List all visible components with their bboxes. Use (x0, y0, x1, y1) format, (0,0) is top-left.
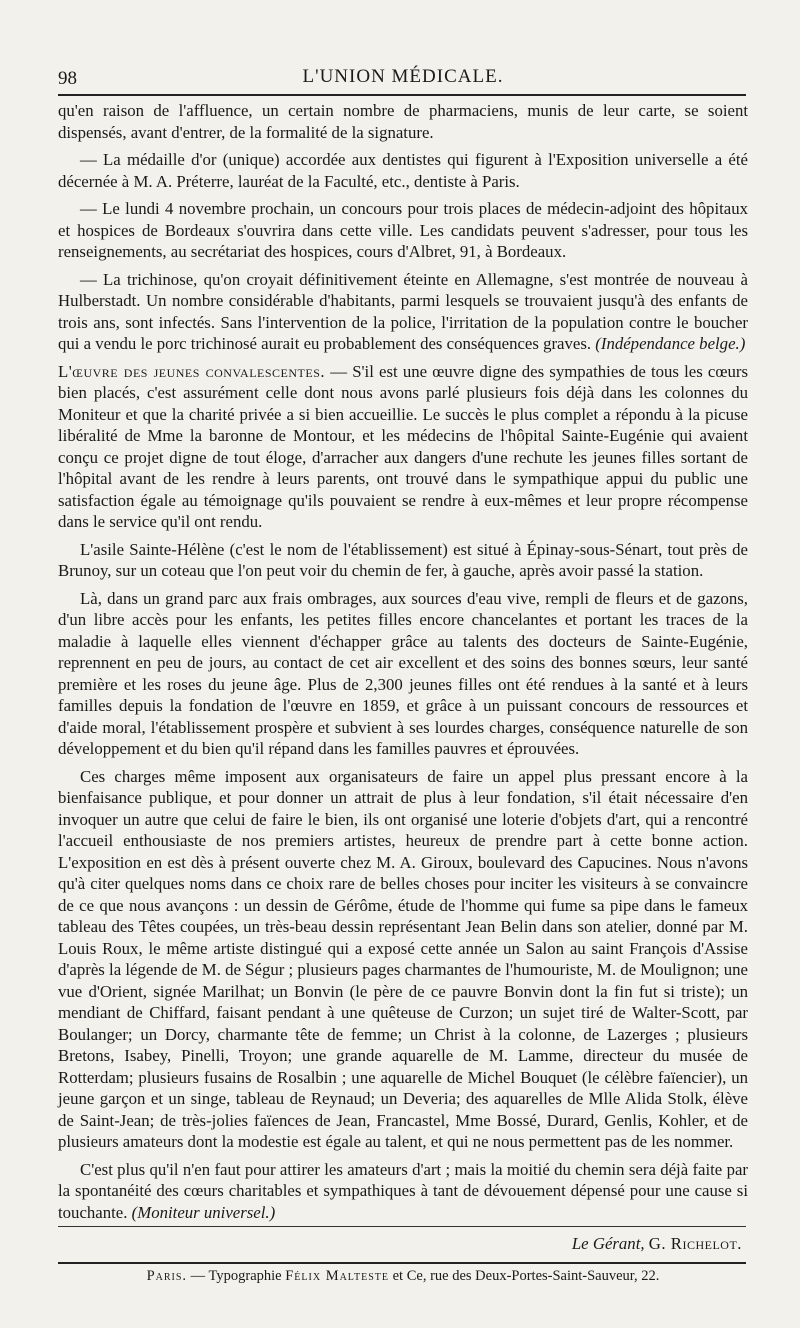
signature-name: G. Richelot. (648, 1234, 742, 1253)
source-citation: (Moniteur universel.) (131, 1202, 276, 1222)
journal-title: L'UNION MÉDICALE. (302, 66, 504, 87)
paragraph: Là, dans un grand parc aux frais ombrages, aux sources d'eau vive, rempli de fleurs et de gazons, d'un libre accès pour les enfants, les petites filles encore chancelantes et portant les traces de la maladie à laquelle elles viennent d'échapper grâce au talents des docteurs de Sainte-Eugénie, reprennent en peu de jours, au contact de cet air excellent et des soins des bonnes sœurs, leur santé première et les roses du jeune âge. Plus de 2,300 jeunes filles ont été rendues à la santé et à leurs familles depuis la fondation de l'œuvre en 1859, et grâce à un puissant concours de ressources et d'aide moral, l'établissement prospère et subvient à ses lourdes charges, conséquence naturelle de son développement et du bien qu'il répand dans les familles pauvres et éprouvées. (58, 588, 748, 758)
paragraph: L'œuvre des jeunes convalescentes. — S'il est une œuvre digne des sympathies de tous les cœurs bien placés, c'est assurément celle dont nous avons parlé plusieurs fois déjà dans les colonnes du Moniteur et que la charité privée a si bien accueillie. Le succès le plus complet a répondu à la picuse libéralité de Mme la baronne de Montour, et les médecins de l'hôpital Sainte-Eugénie qui avaient conçu ce projet digne de tout éloge, d'arracher aux dangers d'une rechute les jeunes filles sortant de l'hôpital avant de les rendre à leurs parents, ont trouvé dans le sympathique appui du public une satisfaction égale au témoignage qu'ils pouvaient se rendre à eux-mêmes et leur propre récompense dans le service qu'il ont rendu. (58, 361, 748, 531)
paragraph: Ces charges même imposent aux organisateurs de faire un appel plus pressant encore à la bienfaisance publique, et pour donner un attrait de plus à leur fondation, s'il était nécessaire d'en invoquer un autre que celui de faire le bien, ils ont organisé une loterie d'objets d'art, qui a rencontré l'accueil enthousiaste de nos premiers artistes, heureux de prendre part à cette bonne action. L'exposition en est dès à présent ouverte chez M. A. Giroux, boulevard des Capucines. Nous n'avons qu'à citer quelques noms dans ce choix rare de belles choses pour inciter les visiteurs à se convaincre de ce que nous avançons : un dessin de Gérôme, étude de l'homme qui fume sa pipe dans le fameux tableau des Têtes coupées, un très-beau dessin représentant Jean Belin dans son atelier, donné par M. Louis Roux, le même artiste distingué qui a exposé cette année un Salon au saint François d'Assise d'après la légende de M. de Ségur ; plusieurs pages charmantes de l'humouriste, M. de Moulignon; une vue d'Orient, signée Marilhat; un Bonvin (le père de ce pauvre Bonvin dont la fin fut si triste); un mendiant de Chiffard, faisant pendant à une quêteuse de Curzon; un sujet tiré de Walter-Scott, par Boulanger; un Dorcy, charmante tête de femme; un Christ à la colonne, de Lazerges ; plusieurs Bretons, Isabey, Pinelli, Troyon; une grande aquarelle de M. Lamme, directeur du musée de Rotterdam; plusieurs fusains de Rosalbin ; une aquarelle de Michel Bouquet (le célèbre faïencier), un jeune garçon et un singe, tableau de Reynaud; un Deveria; des aquarelles de Mlle Alida Stolk, élève de Saint-Jean; de très-jolies faïences de Jean, Francastel, Mme Bossé, Durard, Genlis, Kohler, et de plusieurs amateurs dont la modestie est égale au talent, et qui ne nous permettent pas de les nommer. (58, 766, 748, 1151)
paragraph: qu'en raison de l'affluence, un certain nombre de pharmaciens, munis de leur carte, se soient dispensés, avant d'entrer, de la formalité de la signature. (58, 101, 748, 142)
imprint-text: — Typographie (187, 1268, 286, 1284)
signature-rule (58, 1226, 746, 1227)
imprint-rule (58, 1262, 746, 1264)
section-lead: L'œuvre des jeunes convalescentes. (58, 361, 326, 381)
source-citation: (Indépendance belge.) (595, 334, 746, 353)
paragraph: — Le lundi 4 novembre prochain, un concours pour trois places de médecin-adjoint des hôpitaux et hospices de Bordeaux s'ouvrira dans cette ville. Les candidats peuvent s'adresser, pour tous les renseignements, au secrétariat des hospices, cours d'Albret, 91, à Bordeaux. (58, 199, 748, 261)
imprint-city: Paris. (146, 1268, 188, 1284)
page-header (58, 62, 748, 92)
paragraph: — La trichinose, qu'on croyait définitivement éteinte en Allemagne, s'est montrée de nouveau à Hulberstadt. Un nombre considérable d'habitants, parmi lesquels se trouvaient jusqu'à des enfants de trois ans, sont infectés. Sans l'intervention de la police, l'irritation de la population contre le boucher qui a vendu le porc trichinosé aurait eu probablement des conséquences graves. (Indépendance belge.) (58, 269, 748, 353)
signature-title: Le Gérant, (571, 1234, 645, 1253)
paragraph: C'est plus qu'il n'en faut pour attirer les amateurs d'art ; mais la moitié du chemin sera déjà faite par la spontanéité des cœurs charitables et sympathiques à tant de dévouement dépensé pour une cause si touchante. (Moniteur universel.) (58, 1159, 748, 1222)
article-body (58, 100, 748, 1229)
imprint-rest: et Ce, rue des Deux-Portes-Saint-Sauveur, 22. (389, 1268, 660, 1284)
header-rule (58, 94, 746, 96)
signature (572, 1234, 742, 1254)
page-number: 98 (58, 68, 77, 89)
printer-imprint (58, 1268, 748, 1285)
imprint-printer: Félix Malteste (285, 1268, 389, 1284)
paragraph: L'asile Sainte-Hélène (c'est le nom de l'établissement) est situé à Épinay-sous-Sénart, tout près de Brunoy, sur un coteau que l'on peut voir du chemin de fer, à gauche, après avoir passé la station. (58, 539, 748, 580)
paragraph: — La médaille d'or (unique) accordée aux dentistes qui figurent à l'Exposition universelle a été décernée à M. A. Préterre, lauréat de la Faculté, etc., dentiste à Paris. (58, 150, 748, 191)
